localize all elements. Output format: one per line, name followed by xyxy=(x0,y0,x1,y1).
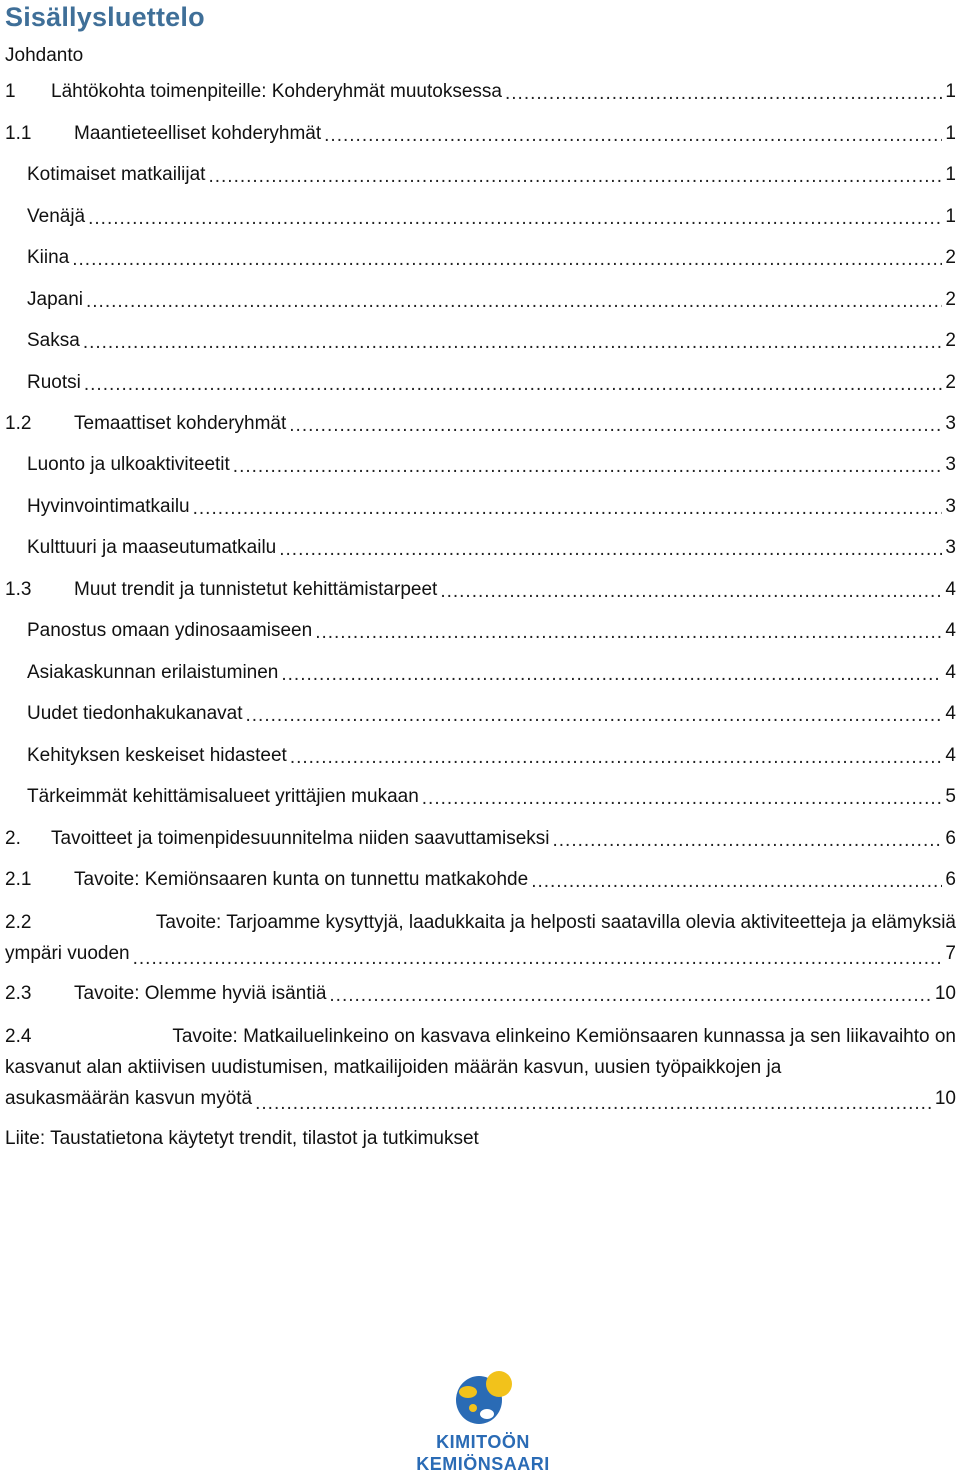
dot-leader xyxy=(324,126,942,146)
toc-entry[interactable] xyxy=(5,120,956,146)
toc-entry-page: 4 xyxy=(945,662,956,683)
toc-entry-title: Ruotsi xyxy=(27,372,81,393)
dot-leader xyxy=(422,789,943,809)
toc-entry-number: 2.3 xyxy=(5,983,32,1004)
toc-entry-title: Lähtökohta toimenpiteille: Kohderyhmät muutoksessa xyxy=(51,81,502,102)
toc-entry-title: Asiakaskunnan erilaistuminen xyxy=(27,662,279,683)
toc-appendix[interactable]: Liite: Taustatietona käytetyt trendit, tilastot ja tutkimukset xyxy=(5,1128,479,1149)
toc-entry-page: 4 xyxy=(945,745,956,766)
toc-entry-title: Tavoite: Kemiönsaaren kunta on tunnettu matkakohde xyxy=(74,869,529,890)
toc-entry-title: Maantieteelliset kohderyhmät xyxy=(74,123,322,144)
toc-entry-number: 1.2 xyxy=(5,413,32,434)
toc-entry[interactable] xyxy=(5,78,956,104)
logo-emblem-icon xyxy=(413,1370,553,1432)
toc-entry-page: 1 xyxy=(945,123,956,144)
dot-leader xyxy=(208,167,942,187)
toc-entry-page: 3 xyxy=(945,454,956,475)
toc-entry[interactable] xyxy=(27,700,956,726)
toc-intro[interactable]: Johdanto xyxy=(5,45,84,66)
dot-leader xyxy=(88,209,942,229)
toc-entry-title: Tavoite: Olemme hyviä isäntiä xyxy=(74,983,327,1004)
dot-leader xyxy=(281,665,942,685)
toc-entry-title: Tärkeimmät kehittämisalueet yrittäjien mukaan xyxy=(27,786,419,807)
toc-entry-title: Uudet tiedonhakukanavat xyxy=(27,703,243,724)
toc-entry[interactable] xyxy=(27,617,956,643)
toc-entry-title: Japani xyxy=(27,289,83,310)
toc-entry-title: Venäjä xyxy=(27,206,86,227)
dot-leader xyxy=(72,250,942,270)
toc-entry-page: 6 xyxy=(945,869,956,890)
dot-leader xyxy=(289,416,942,436)
toc-entry[interactable] xyxy=(27,244,956,270)
toc-entry[interactable] xyxy=(5,410,956,436)
dot-leader xyxy=(505,84,942,104)
toc-entry-number: 2. xyxy=(5,828,21,849)
toc-entry-page: 1 xyxy=(945,81,956,102)
toc-heading: Sisällysluettelo xyxy=(5,2,205,32)
toc-entry[interactable] xyxy=(5,866,956,892)
dot-leader xyxy=(329,986,931,1006)
toc-entry-title: Muut trendit ja tunnistetut kehittämistarpeet xyxy=(74,579,438,600)
dot-leader xyxy=(290,748,943,768)
toc-entry-title-line: kasvanut alan aktiivisen uudistumisen, matkailijoiden määrän kasvun, uusien työpaikkojen ja xyxy=(5,1057,782,1078)
toc-entry-page: 2 xyxy=(945,247,956,268)
toc-entry[interactable] xyxy=(27,742,956,768)
toc-entry-title-line: asukasmäärän kasvun myötä xyxy=(5,1088,253,1109)
toc-entry[interactable] xyxy=(27,369,956,395)
toc-entry-page: 1 xyxy=(945,164,956,185)
toc-entry-page: 6 xyxy=(945,828,956,849)
toc-entry-page: 2 xyxy=(945,289,956,310)
toc-entry[interactable] xyxy=(27,534,956,560)
toc-entry-page: 2 xyxy=(945,372,956,393)
dot-leader xyxy=(553,831,943,851)
toc-entry-number: 2.2 xyxy=(5,912,32,933)
dot-leader xyxy=(255,1094,932,1114)
toc-entry[interactable] xyxy=(27,783,956,809)
toc-entry-title: Kotimaiset matkailijat xyxy=(27,164,206,185)
toc-entry[interactable] xyxy=(27,451,956,477)
dot-leader xyxy=(83,333,943,353)
toc-entry-title: Hyvinvointimatkailu xyxy=(27,496,190,517)
toc-entry-title: Kulttuuri ja maaseutumatkailu xyxy=(27,537,277,558)
toc-entry-page: 3 xyxy=(945,496,956,517)
toc-entry[interactable] xyxy=(5,576,956,602)
dot-leader xyxy=(440,582,942,602)
toc-entry-2-2[interactable] xyxy=(5,907,956,969)
toc-entry-number: 2.1 xyxy=(5,869,32,890)
toc-entry[interactable] xyxy=(5,825,956,851)
toc-entry-number: 1 xyxy=(5,81,16,102)
toc-entry-page: 10 xyxy=(934,1088,956,1109)
dot-leader xyxy=(279,540,942,560)
toc-entry-number: 2.4 xyxy=(5,1026,32,1047)
kemionsaari-logo xyxy=(413,1370,553,1474)
toc-entry-title: Saksa xyxy=(27,330,80,351)
toc-entry-2-4[interactable] xyxy=(5,1021,956,1114)
dot-leader xyxy=(133,949,943,969)
toc-entry-title-line: Tavoite: Matkailuelinkeino on kasvava elinkeino Kemiönsaaren kunnassa ja sen liikavaihto on xyxy=(172,1026,956,1047)
toc-entry-number: 1.1 xyxy=(5,123,32,144)
toc-entry-page: 7 xyxy=(945,943,956,964)
toc-entry[interactable] xyxy=(27,659,956,685)
dot-leader xyxy=(233,457,943,477)
dot-leader xyxy=(86,292,942,312)
toc-entry[interactable] xyxy=(27,286,956,312)
dot-leader xyxy=(84,375,943,395)
toc-entry-title: Kehityksen keskeiset hidasteet xyxy=(27,745,287,766)
toc-entry-page: 2 xyxy=(945,330,956,351)
dot-leader xyxy=(531,872,942,892)
logo-text-swedish: KIMITOÖN xyxy=(436,1432,530,1452)
toc-entry-title: Tavoitteet ja toimenpidesuunnitelma niiden saavuttamiseksi xyxy=(51,828,550,849)
toc-entry-page: 4 xyxy=(945,620,956,641)
dot-leader xyxy=(193,499,943,519)
dot-leader xyxy=(246,706,943,726)
dot-leader xyxy=(315,623,942,643)
toc-entry-page: 10 xyxy=(934,983,956,1004)
toc-entry-number: 1.3 xyxy=(5,579,32,600)
toc-entry-title: Panostus omaan ydinosaamiseen xyxy=(27,620,313,641)
toc-entry-2-3[interactable] xyxy=(5,980,956,1006)
toc-entry-title-line: ympäri vuoden xyxy=(5,943,130,964)
toc-entry-title: Luonto ja ulkoaktiviteetit xyxy=(27,454,230,475)
toc-entry[interactable] xyxy=(27,493,956,519)
toc-entry[interactable] xyxy=(27,161,956,187)
toc-entry-page: 1 xyxy=(945,206,956,227)
toc-entry-page: 5 xyxy=(945,786,956,807)
toc-entry-page: 3 xyxy=(945,537,956,558)
toc-entry-title-line: Tavoite: Tarjoamme kysyttyjä, laadukkaita ja helposti saatavilla olevia aktiviteetteja ja elämyksiä xyxy=(155,912,956,933)
toc-entry-page: 4 xyxy=(945,703,956,724)
toc-entry-page: 4 xyxy=(945,579,956,600)
toc-entry-title: Kiina xyxy=(27,247,70,268)
toc-entry-title: Temaattiset kohderyhmät xyxy=(74,413,287,434)
toc-entry[interactable] xyxy=(27,327,956,353)
logo-text-finnish: KEMIÖNSAARI xyxy=(416,1454,550,1474)
toc-entry[interactable] xyxy=(27,203,956,229)
toc-entry-page: 3 xyxy=(945,413,956,434)
